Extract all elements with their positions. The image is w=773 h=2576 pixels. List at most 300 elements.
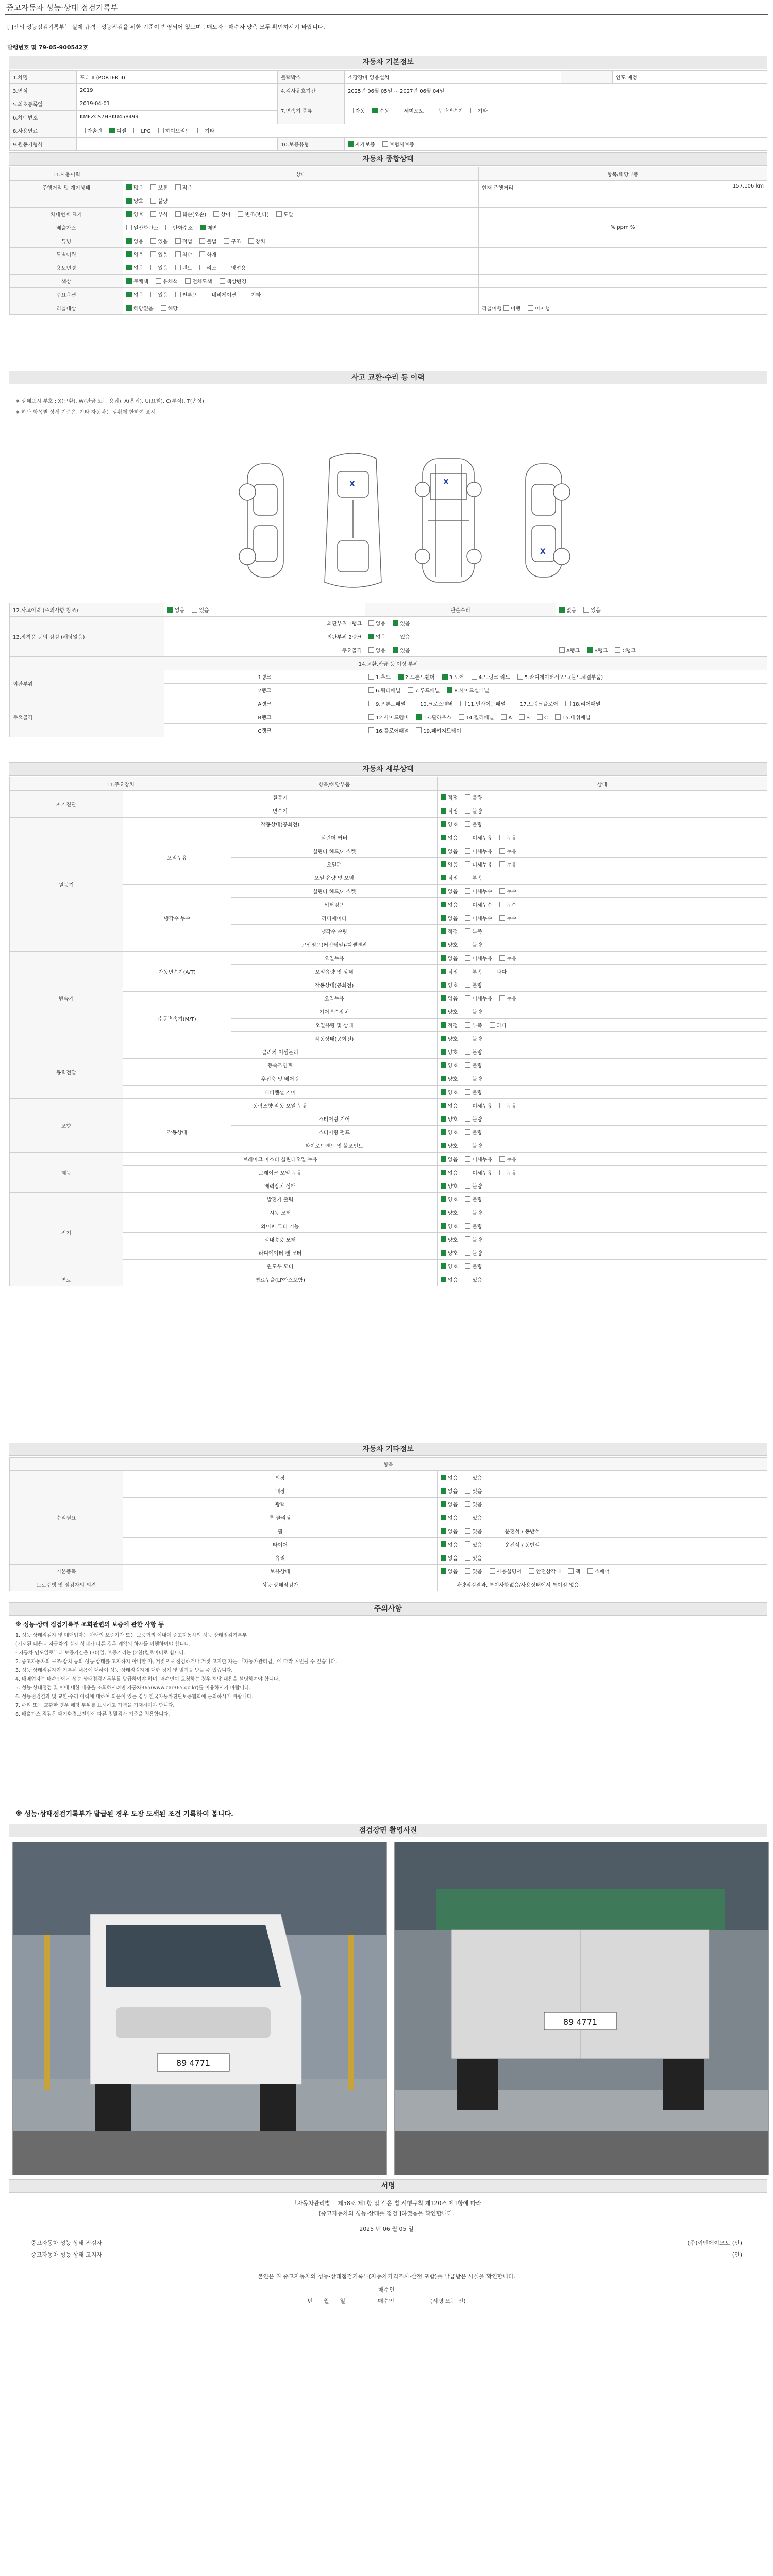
checkbox xyxy=(499,915,505,921)
checkbox xyxy=(165,225,171,230)
checkbox xyxy=(465,1555,470,1561)
item-label: 오일누유 xyxy=(231,992,438,1005)
checkbox xyxy=(397,108,402,113)
checkbox-checked xyxy=(441,861,446,867)
caution-notes xyxy=(15,1620,758,1719)
option-label: 기타 xyxy=(477,109,488,114)
option-label: 3.도어 xyxy=(449,675,464,681)
option xyxy=(126,252,143,258)
option-label: 불량 xyxy=(472,1238,482,1243)
note-line: 2. 중고자동차의 구조·장치 등의 성능·상태를 고지하지 아니한 자, 거짓으로 점검하거나 거짓 고지한 자는 「자동차관리법」에 따라 처벌될 수 있습니다. xyxy=(15,1659,337,1665)
option-label: 누유 xyxy=(506,996,517,1002)
checkbox xyxy=(158,128,164,133)
item-status xyxy=(438,1045,767,1059)
checkbox xyxy=(150,265,156,270)
checkbox xyxy=(413,701,418,706)
checkbox xyxy=(559,647,565,653)
checkbox xyxy=(465,1009,470,1014)
option-label: 불량 xyxy=(472,822,482,828)
option xyxy=(244,293,261,298)
option-label: 누수 xyxy=(506,903,517,908)
option-label: 구조 xyxy=(231,239,241,245)
option-label: 있음 xyxy=(158,266,168,272)
checkbox-checked xyxy=(587,647,593,653)
checkbox xyxy=(175,251,181,257)
item-label: 유리 xyxy=(123,1551,438,1565)
option-label: 과다 xyxy=(496,970,507,975)
option-label: 있음 xyxy=(472,1278,482,1283)
vehicle-diagram xyxy=(227,443,587,598)
option-label: 무단변속기 xyxy=(438,109,463,114)
checkbox xyxy=(465,1143,470,1148)
checkbox xyxy=(490,1568,495,1574)
option xyxy=(238,212,268,218)
option-label: 불량 xyxy=(472,809,482,815)
option-label: 불량 xyxy=(472,943,482,948)
checkbox xyxy=(192,607,197,613)
option xyxy=(416,728,461,734)
item-label: 오일누유 xyxy=(231,952,438,965)
item-label: 타이로드엔드 및 볼조인트 xyxy=(231,1139,438,1153)
option-label: 없음 xyxy=(448,1278,458,1283)
checkbox-checked xyxy=(441,1263,446,1269)
checkbox xyxy=(368,674,374,680)
option-label: 색상변경 xyxy=(226,279,247,285)
checkbox xyxy=(185,278,191,284)
option-label: 5.라디에이터서포트(볼트체결부품) xyxy=(524,675,603,681)
overall-label: 색상 xyxy=(10,275,123,288)
option-label: 자동 xyxy=(355,109,365,114)
checkbox xyxy=(348,108,354,113)
option-label: B랭크 xyxy=(594,648,608,654)
option-label: 불량 xyxy=(472,1063,482,1069)
checkbox xyxy=(499,835,505,840)
checkbox xyxy=(465,902,470,907)
option-label: 10.크로스멤버 xyxy=(419,702,453,707)
checkbox xyxy=(150,198,156,204)
item-status xyxy=(438,804,767,818)
accident-options xyxy=(164,603,365,617)
basic-label: 3.연식 xyxy=(10,84,77,97)
option-label: 6.쿼터패널 xyxy=(376,688,401,694)
option-label: 양호 xyxy=(448,1211,458,1216)
option-label: 13.휠하우스 xyxy=(423,715,451,721)
option-label: 적정 xyxy=(448,795,458,801)
option-label: 침수 xyxy=(182,252,192,258)
option xyxy=(220,279,247,285)
checkbox xyxy=(587,1568,593,1574)
option-label: 없음 xyxy=(133,293,144,298)
overall-options xyxy=(123,261,479,275)
note-line: - 자동차 인도일로부터 보증기간은 (30)일, 보증거리는 (2천)킬로미터로 합니다. xyxy=(15,1650,186,1656)
checkbox-checked xyxy=(441,1183,446,1189)
option-label: 불량 xyxy=(472,1077,482,1082)
checkbox xyxy=(393,634,398,639)
accident-label: 12.사고이력 (주의사항 참조) xyxy=(10,603,164,617)
recall-label: 리콜이행 xyxy=(482,306,502,312)
item-status xyxy=(438,1112,767,1126)
option-label: 양호 xyxy=(448,1238,458,1243)
overall-options xyxy=(123,288,479,301)
checkbox-checked xyxy=(441,1036,446,1041)
option xyxy=(368,675,391,681)
item-label: 변속기 xyxy=(123,804,438,818)
item-label: 오일팬 xyxy=(231,858,438,871)
option-label: 불량 xyxy=(472,1144,482,1149)
svg-text:89 4771: 89 4771 xyxy=(563,2017,598,2027)
item-label: 클러치 어셈블리 xyxy=(123,1045,438,1059)
item-status xyxy=(438,1524,767,1538)
option-label: 없음 xyxy=(376,648,386,654)
inspector-name: (주)씨엔에이오토 (인) xyxy=(687,2240,742,2246)
option-label: 보통 xyxy=(158,185,168,191)
option xyxy=(126,199,143,205)
checkbox xyxy=(517,674,523,680)
option-label: 있음 xyxy=(158,252,168,258)
option-label: 있음 xyxy=(472,1476,482,1481)
checkbox-checked xyxy=(393,647,398,653)
note-line: 6. 성능점검결과 및 교환·수리 이력에 대하여 의문이 있는 경우 한국자동차진단보증협회에 문의하시기 바랍니다. xyxy=(15,1694,254,1700)
checkbox-checked xyxy=(441,969,446,974)
item-label: 작동상태(공회전) xyxy=(123,818,438,831)
checkbox xyxy=(565,701,571,706)
checkbox xyxy=(368,620,374,626)
option-label: 없음 xyxy=(448,903,458,908)
option-label: 누유 xyxy=(506,1157,517,1163)
checkbox xyxy=(465,915,470,921)
item-label: 라디에이터 xyxy=(231,911,438,925)
checkbox-checked xyxy=(441,1170,446,1175)
option-label: 양호 xyxy=(448,1050,458,1056)
checkbox-checked xyxy=(441,1475,446,1480)
item-label: 실내송풍 모터 xyxy=(123,1233,438,1246)
checkbox xyxy=(465,835,470,840)
item-status xyxy=(438,1233,767,1246)
item-status xyxy=(438,1166,767,1179)
option-label: 매연 xyxy=(207,226,217,231)
group-label: 변속기 xyxy=(10,952,123,1045)
option-label: 없음 xyxy=(448,849,458,855)
option xyxy=(126,239,143,245)
option xyxy=(368,728,409,734)
checkbox-checked xyxy=(441,1277,446,1282)
checkbox xyxy=(568,1568,574,1574)
option-label: 미세누유 xyxy=(472,956,492,962)
rank-label: A랭크 xyxy=(164,697,365,710)
option-label: 없음 xyxy=(448,889,458,895)
checkbox xyxy=(368,714,374,720)
option-label: 적음 xyxy=(182,185,192,191)
option-label: 사용설명서 xyxy=(496,1569,522,1575)
item-status xyxy=(438,858,767,871)
checkbox xyxy=(490,1022,495,1028)
checkbox xyxy=(472,674,477,680)
item-status xyxy=(438,1086,767,1099)
item-label: 작동상태(공회전) xyxy=(231,1032,438,1045)
option xyxy=(161,306,178,312)
option-label: 없음 xyxy=(448,862,458,868)
option-label: 네비게이션 xyxy=(211,293,237,298)
option xyxy=(559,608,576,614)
option-label: 보험사보증 xyxy=(389,142,414,148)
checkbox xyxy=(465,995,470,1001)
checkbox xyxy=(465,875,470,880)
item-label: 스티어링 펌프 xyxy=(231,1126,438,1139)
checkbox-checked xyxy=(441,1076,446,1081)
option xyxy=(199,239,216,245)
item-label: 윈도우 모터 xyxy=(123,1260,438,1273)
checkbox xyxy=(465,861,470,867)
group-label: 전기 xyxy=(10,1193,123,1273)
other-table xyxy=(9,1457,767,1591)
checkbox xyxy=(150,238,156,244)
basic-label: 9.원동기형식 xyxy=(10,138,77,151)
checkbox-checked xyxy=(126,184,132,190)
group-label: 제동 xyxy=(10,1153,123,1193)
checkbox-checked xyxy=(441,915,446,921)
option-label: 양호 xyxy=(448,1224,458,1230)
item-status xyxy=(438,1498,767,1511)
checkbox-checked xyxy=(126,292,132,297)
option xyxy=(472,675,510,681)
option-label: 디젤 xyxy=(116,129,127,134)
option-label: 없음 xyxy=(448,916,458,922)
item-label: 성능·상태점검자 xyxy=(123,1578,438,1591)
note-line: 8. 배출가스 점검은 대기환경보전법에 따른 정밀검사 기준을 적용합니다. xyxy=(15,1711,170,1717)
checkbox xyxy=(499,848,505,854)
item-status xyxy=(438,1260,767,1273)
item-status xyxy=(438,1126,767,1139)
checkbox xyxy=(465,1183,470,1189)
checkbox xyxy=(465,1116,470,1122)
mileage-value: 157,106 km xyxy=(732,183,764,189)
checkbox-checked xyxy=(348,141,354,147)
option-label: 14.필러패널 xyxy=(465,715,494,721)
option-label: 불량 xyxy=(472,983,482,989)
checkbox xyxy=(199,238,205,244)
item-status xyxy=(438,885,767,898)
section-overall: 자동차 종합상태 xyxy=(9,152,767,166)
checkbox-checked xyxy=(441,902,446,907)
option-label: 리스 xyxy=(206,266,217,272)
option-label: 미세누유 xyxy=(472,1171,492,1176)
option xyxy=(126,226,158,231)
item-status xyxy=(438,1005,767,1019)
section-other: 자동차 기타정보 xyxy=(9,1443,767,1456)
option-label: 훼손(오손) xyxy=(182,212,207,218)
top-view xyxy=(325,453,381,587)
option xyxy=(80,129,102,134)
transmission-options xyxy=(345,97,767,124)
item-label: 동력조향 작동 오일 누유 xyxy=(123,1099,438,1112)
option-label: 화재 xyxy=(206,252,217,258)
frame-group-label: 주요골격 xyxy=(10,697,164,737)
option-label: 있음 xyxy=(158,239,168,245)
group-label: 조향 xyxy=(10,1099,123,1153)
option xyxy=(348,142,375,148)
option-label: 불량 xyxy=(472,1224,482,1230)
option-label: 유채색 xyxy=(162,279,178,285)
checkbox-checked xyxy=(441,1223,446,1229)
checkbox xyxy=(583,607,589,613)
option-label: 불량 xyxy=(472,1197,482,1203)
checkbox xyxy=(175,265,181,270)
option-label: 19.패키지트레이 xyxy=(423,728,462,734)
checkbox xyxy=(465,1036,470,1041)
subgroup-label: 냉각수 누수 xyxy=(123,885,231,952)
checkbox xyxy=(238,211,243,217)
option-label: 있음 xyxy=(472,1556,482,1562)
option-label: C랭크 xyxy=(622,648,636,654)
option-label: 양호 xyxy=(448,1264,458,1270)
item-status xyxy=(438,925,767,938)
option xyxy=(126,212,143,218)
option-label: 변조(변타) xyxy=(245,212,269,218)
option xyxy=(109,129,126,134)
certificate-number: 발행번호 및 79-05-900542호 xyxy=(7,44,89,51)
option-label: 없음 xyxy=(376,621,386,627)
simple-repair-options xyxy=(556,603,767,617)
option-label: 없음 xyxy=(566,608,577,614)
recall-options xyxy=(503,306,557,312)
option-label: 양호 xyxy=(448,1010,458,1015)
detail-head: 11.주요장치 xyxy=(10,777,231,791)
option-label: 17.트렁크플로어 xyxy=(519,702,558,707)
option-label: 부족 xyxy=(472,1023,482,1029)
photo-front xyxy=(12,1842,387,2175)
overall-label: 특별이력 xyxy=(10,248,123,261)
checkbox xyxy=(465,1170,470,1175)
item-status xyxy=(438,1059,767,1072)
item-status xyxy=(438,1484,767,1498)
basic-value: 소장장비 없음설치 xyxy=(345,71,561,84)
sign-date: 2025 년 06 월 05 일 xyxy=(359,2226,414,2232)
checkbox xyxy=(465,1236,470,1242)
checkbox xyxy=(465,1501,470,1507)
item-label: 보유상태 xyxy=(123,1565,438,1578)
item-status xyxy=(438,1072,767,1086)
option-label: 미이행 xyxy=(535,306,550,312)
item-status xyxy=(438,965,767,978)
option-label: 8.사이드실패널 xyxy=(454,688,489,694)
subgroup-label: 자동변속기(A/T) xyxy=(123,952,231,992)
overall-options xyxy=(123,248,479,261)
option xyxy=(126,306,154,312)
option-label: 부족 xyxy=(472,929,482,935)
item-extra: 운전석 / 동반석 xyxy=(505,1529,540,1535)
checkbox xyxy=(368,647,374,653)
option-label: 상이 xyxy=(221,212,231,218)
item-status xyxy=(438,1139,767,1153)
checkbox-checked xyxy=(441,995,446,1001)
option-label: 미세누유 xyxy=(472,849,492,855)
option-label: 양호 xyxy=(448,1117,458,1123)
checkbox xyxy=(408,687,413,693)
checkbox xyxy=(555,714,561,720)
checkbox xyxy=(465,1103,470,1108)
checkbox xyxy=(199,251,205,257)
option xyxy=(460,702,506,707)
option-label: 있음 xyxy=(472,1569,482,1575)
option-label: 있음 xyxy=(400,635,410,640)
checkbox xyxy=(470,108,476,113)
rank-label: C랭크 xyxy=(164,724,365,737)
item-status xyxy=(438,871,767,885)
parts-label: 13.장착품 등의 점검 (해당없음) xyxy=(10,617,164,657)
option xyxy=(150,252,167,258)
checkbox xyxy=(133,128,139,133)
option-label: 썬루프 xyxy=(182,293,197,298)
option-label: 미세누유 xyxy=(472,836,492,841)
item-extra: 운전석 / 동반석 xyxy=(505,1543,540,1548)
svg-text:89 4771: 89 4771 xyxy=(176,2058,211,2068)
checkbox-checked xyxy=(368,634,374,639)
buyer-label: 매수인 xyxy=(378,2286,395,2293)
option-label: 장치 xyxy=(255,239,265,245)
checkbox xyxy=(499,955,505,961)
option xyxy=(382,142,414,148)
checkbox xyxy=(465,1076,470,1081)
other-head: 항목 xyxy=(10,1458,767,1471)
option xyxy=(150,239,167,245)
item-label: 실린더 커버 xyxy=(231,831,438,844)
option-label: 기타 xyxy=(204,129,215,134)
repair-legend xyxy=(15,397,204,415)
rank-items xyxy=(365,724,767,737)
option xyxy=(200,226,217,231)
checkbox xyxy=(465,1528,470,1534)
option xyxy=(368,635,385,640)
option-label: 미세누유 xyxy=(472,996,492,1002)
option-label: A랭크 xyxy=(566,648,580,654)
legend-line: ※ 상태표시 부호 : X(교환), W(판금 또는 용접), A(흠집), U(요철), C(부식), T(손상) xyxy=(15,399,204,404)
checkbox xyxy=(501,714,507,720)
checkbox xyxy=(416,727,422,733)
option xyxy=(175,212,206,218)
basic-label: 4.검사유효기간 xyxy=(278,84,345,97)
option xyxy=(167,608,184,614)
checkbox xyxy=(528,305,533,311)
checkbox-checked xyxy=(126,211,132,217)
basic-label: 10.보증유형 xyxy=(278,138,345,151)
detail-head: 항목/해당부품 xyxy=(231,777,438,791)
basic-label: 7.변속기 종류 xyxy=(278,97,345,124)
section-detail: 자동차 세부상태 xyxy=(9,762,767,776)
repair-list-title: 14.교환,판금 등 이상 부위 xyxy=(10,657,767,670)
option xyxy=(393,621,410,627)
checkbox-checked xyxy=(441,1210,446,1215)
checkbox-checked xyxy=(441,1488,446,1494)
item-label: 디퍼렌셜 기어 xyxy=(123,1086,438,1099)
overall-label: 주행거리 및 계기상태 xyxy=(10,181,123,194)
checkbox-checked xyxy=(441,821,446,827)
option xyxy=(393,648,410,654)
item-status xyxy=(438,1193,767,1206)
option xyxy=(348,109,365,114)
option-label: 과다 xyxy=(496,1023,507,1029)
option-label: 영업용 xyxy=(231,266,246,272)
option xyxy=(165,226,193,231)
note-line: 3. 성능·상태점검자가 기록된 내용에 대하여 성능·상태점검자에 대한 징계 및 벌칙을 받을 수 있습니다. xyxy=(15,1668,233,1673)
checkbox xyxy=(150,292,156,297)
option xyxy=(447,688,489,694)
option-label: 없음 xyxy=(448,1171,458,1176)
item-extra: 차량점검결과, 특이사항없음/사용상태에서 특이점 없음 xyxy=(456,1583,579,1588)
option-label: 있음 xyxy=(158,293,168,298)
option-label: 누유 xyxy=(506,849,517,855)
option xyxy=(528,306,550,312)
option-label: 미세누수 xyxy=(472,916,492,922)
